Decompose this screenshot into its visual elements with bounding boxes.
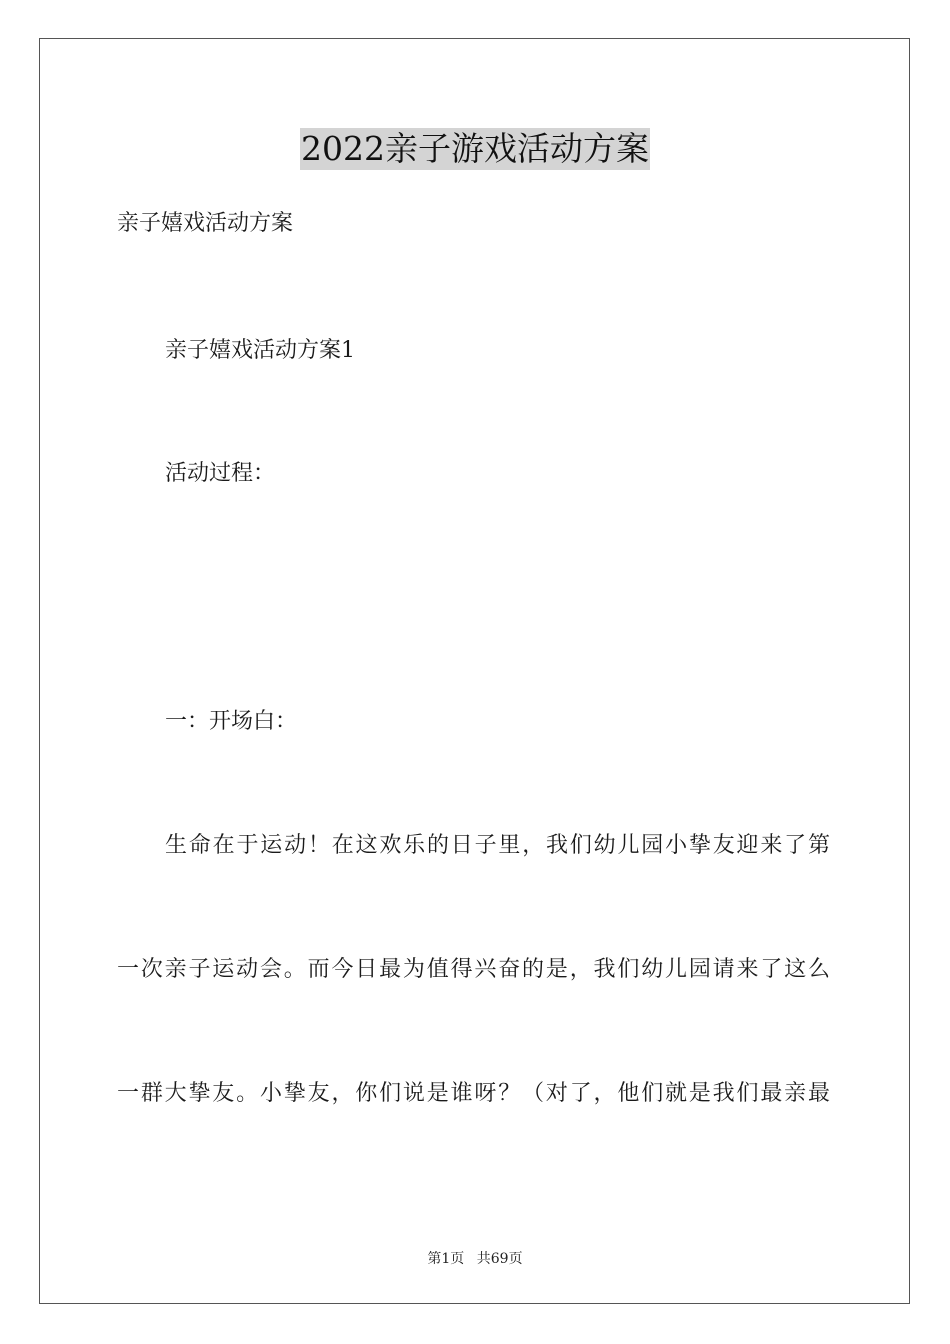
section-label-process: 活动过程： xyxy=(165,461,276,486)
page-number: 第1页 xyxy=(427,1251,465,1267)
title-container xyxy=(0,128,950,170)
page-footer xyxy=(0,1248,950,1268)
section-heading: 亲子嬉戏活动方案1 xyxy=(165,338,355,363)
paragraph-line: 生命在于运动！在这欢乐的日子里，我们幼儿园小挚友迎来了第 xyxy=(165,833,830,858)
section-label-opening: 一：开场白： xyxy=(165,709,298,734)
paragraph-line: 一群大挚友。小挚友，你们说是谁呀？（对了，他们就是我们最亲最 xyxy=(117,1081,830,1106)
document-subtitle: 亲子嬉戏活动方案 xyxy=(117,211,294,236)
page-total: 共69页 xyxy=(476,1251,523,1267)
document-title: 2022亲子游戏活动方案 xyxy=(301,129,649,168)
paragraph-line: 一次亲子运动会。而今日最为值得兴奋的是，我们幼儿园请来了这么 xyxy=(117,957,830,982)
